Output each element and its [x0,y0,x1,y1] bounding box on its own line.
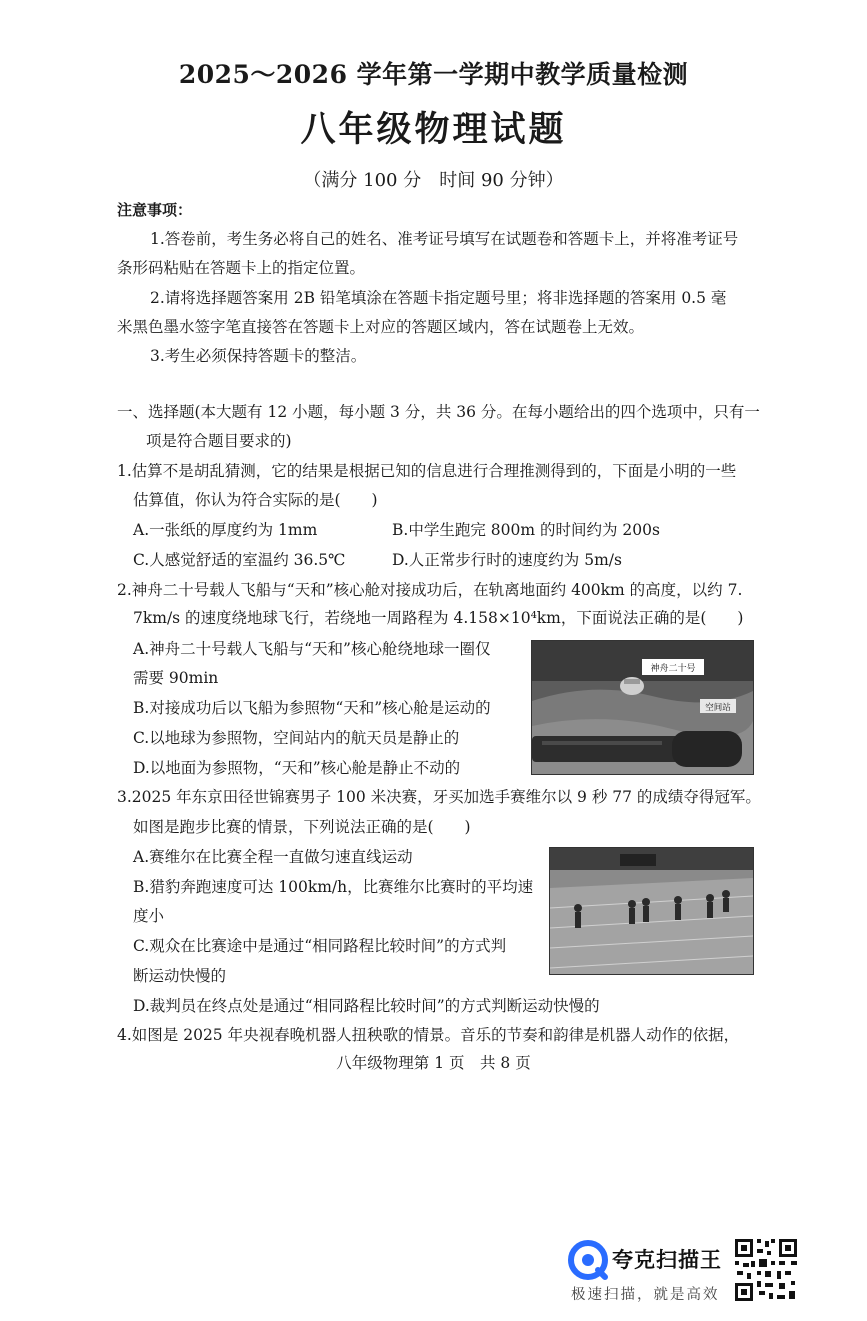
q2-stem-cont: 7km/s 的速度绕地球飞行，若绕地一周路程为 4.158×10⁴km，下面说法正确的是( ) [133,609,744,627]
q3-option-d: D.裁判员在终点处是通过“相同路程比较时间”的方式判断运动快慢的 [133,997,600,1015]
q1-option-c: C.人感觉舒适的室温约 36.5℃ [133,551,346,569]
note-1-line-2: 条形码粘贴在答题卡上的指定位置。 [117,259,366,277]
q3-option-b: B.猎豹奔跑速度可达 100km/h，比赛维尔比赛时的平均速 [133,878,534,896]
page-footer: 八年级物理第 1 页 共 8 页 [336,1054,531,1072]
q3-option-a: A.赛维尔在比赛全程一直做匀速直线运动 [133,848,413,866]
quark-logo-icon [568,1240,608,1280]
q2-option-b: B.对接成功后以飞船为参照物“天和”核心舱是运动的 [133,699,491,717]
q2-option-c: C.以地球为参照物，空间站内的航天员是静止的 [133,729,460,747]
qr-code-icon [733,1237,799,1303]
q1-option-d: D.人正常步行时的速度约为 5m/s [392,551,622,569]
q1-option-a: A.一张纸的厚度约为 1mm [133,521,318,539]
q3-option-c-cont: 断运动快慢的 [133,967,227,985]
scanner-brand-name: 夸克扫描王 [612,1248,722,1272]
space-station-photo [531,640,754,775]
section-1-heading-cont: 项是符合题目要求的) [146,432,292,450]
q1-stem-cont: 估算值，你认为符合实际的是( ) [133,491,378,509]
photo-label-station: 空间站 [705,703,731,713]
q2-option-a-cont: 需要 90min [133,669,219,687]
score-time: （满分 100 分 时间 90 分钟） [303,170,564,191]
scanner-slogan: 极速扫描，就是高效 [571,1287,720,1303]
photo-label-shenzhou: 神舟二十号 [650,664,696,674]
subject-title: 八年级物理试题 [300,109,567,150]
note-2-line-2: 米黑色墨水签字笔直接答在答题卡上对应的答题区域内，答在试题卷上无效。 [117,318,645,336]
q1-stem: 1.估算不是胡乱猜测，它的结果是根据已知的信息进行合理推测得到的，下面是小明的一些 [117,462,737,480]
q4-stem: 4.如图是 2025 年央视春晚机器人扭秧歌的情景。音乐的节奏和韵律是机器人动作的依据， [117,1026,740,1044]
note-3: 3.考生必须保持答题卡的整洁。 [150,347,367,365]
q3-stem: 3.2025 年东京田径世锦赛男子 100 米决赛，牙买加选手赛维尔以 9 秒 77 的成绩夺得冠军。 [117,788,761,806]
q1-option-b: B.中学生跑完 800m 的时间约为 200s [392,521,660,539]
exam-title: 2025～2026 学年第一学期中教学质量检测 [178,60,689,89]
q2-option-d: D.以地面为参照物，“天和”核心舱是静止不动的 [133,759,461,777]
note-1-line-1: 1.答卷前，考生务必将自己的姓名、准考证号填写在试题卷和答题卡上，并将准考证号 [150,230,739,248]
q3-option-b-cont: 度小 [133,907,165,925]
q2-option-a: A.神舟二十号载人飞船与“天和”核心舱绕地球一圈仅 [133,640,491,658]
q3-option-c: C.观众在比赛途中是通过“相同路程比较时间”的方式判 [133,937,507,955]
sprint-race-photo [549,847,754,975]
notes-heading: 注意事项： [117,201,193,219]
section-1-heading: 一、选择题(本大题有 12 小题，每小题 3 分，共 36 分。在每小题给出的四个选项中，只有一 [117,403,760,421]
q3-stem-cont: 如图是跑步比赛的情景，下列说法正确的是( ) [133,818,471,836]
q2-stem: 2.神舟二十号载人飞船与“天和”核心舱对接成功后，在轨离地面约 400km 的高度，以约 7. [117,581,743,599]
note-2-line-1: 2.请将选择题答案用 2B 铅笔填涂在答题卡指定题号里；将非选择题的答案用 0.5 毫 [150,289,727,307]
